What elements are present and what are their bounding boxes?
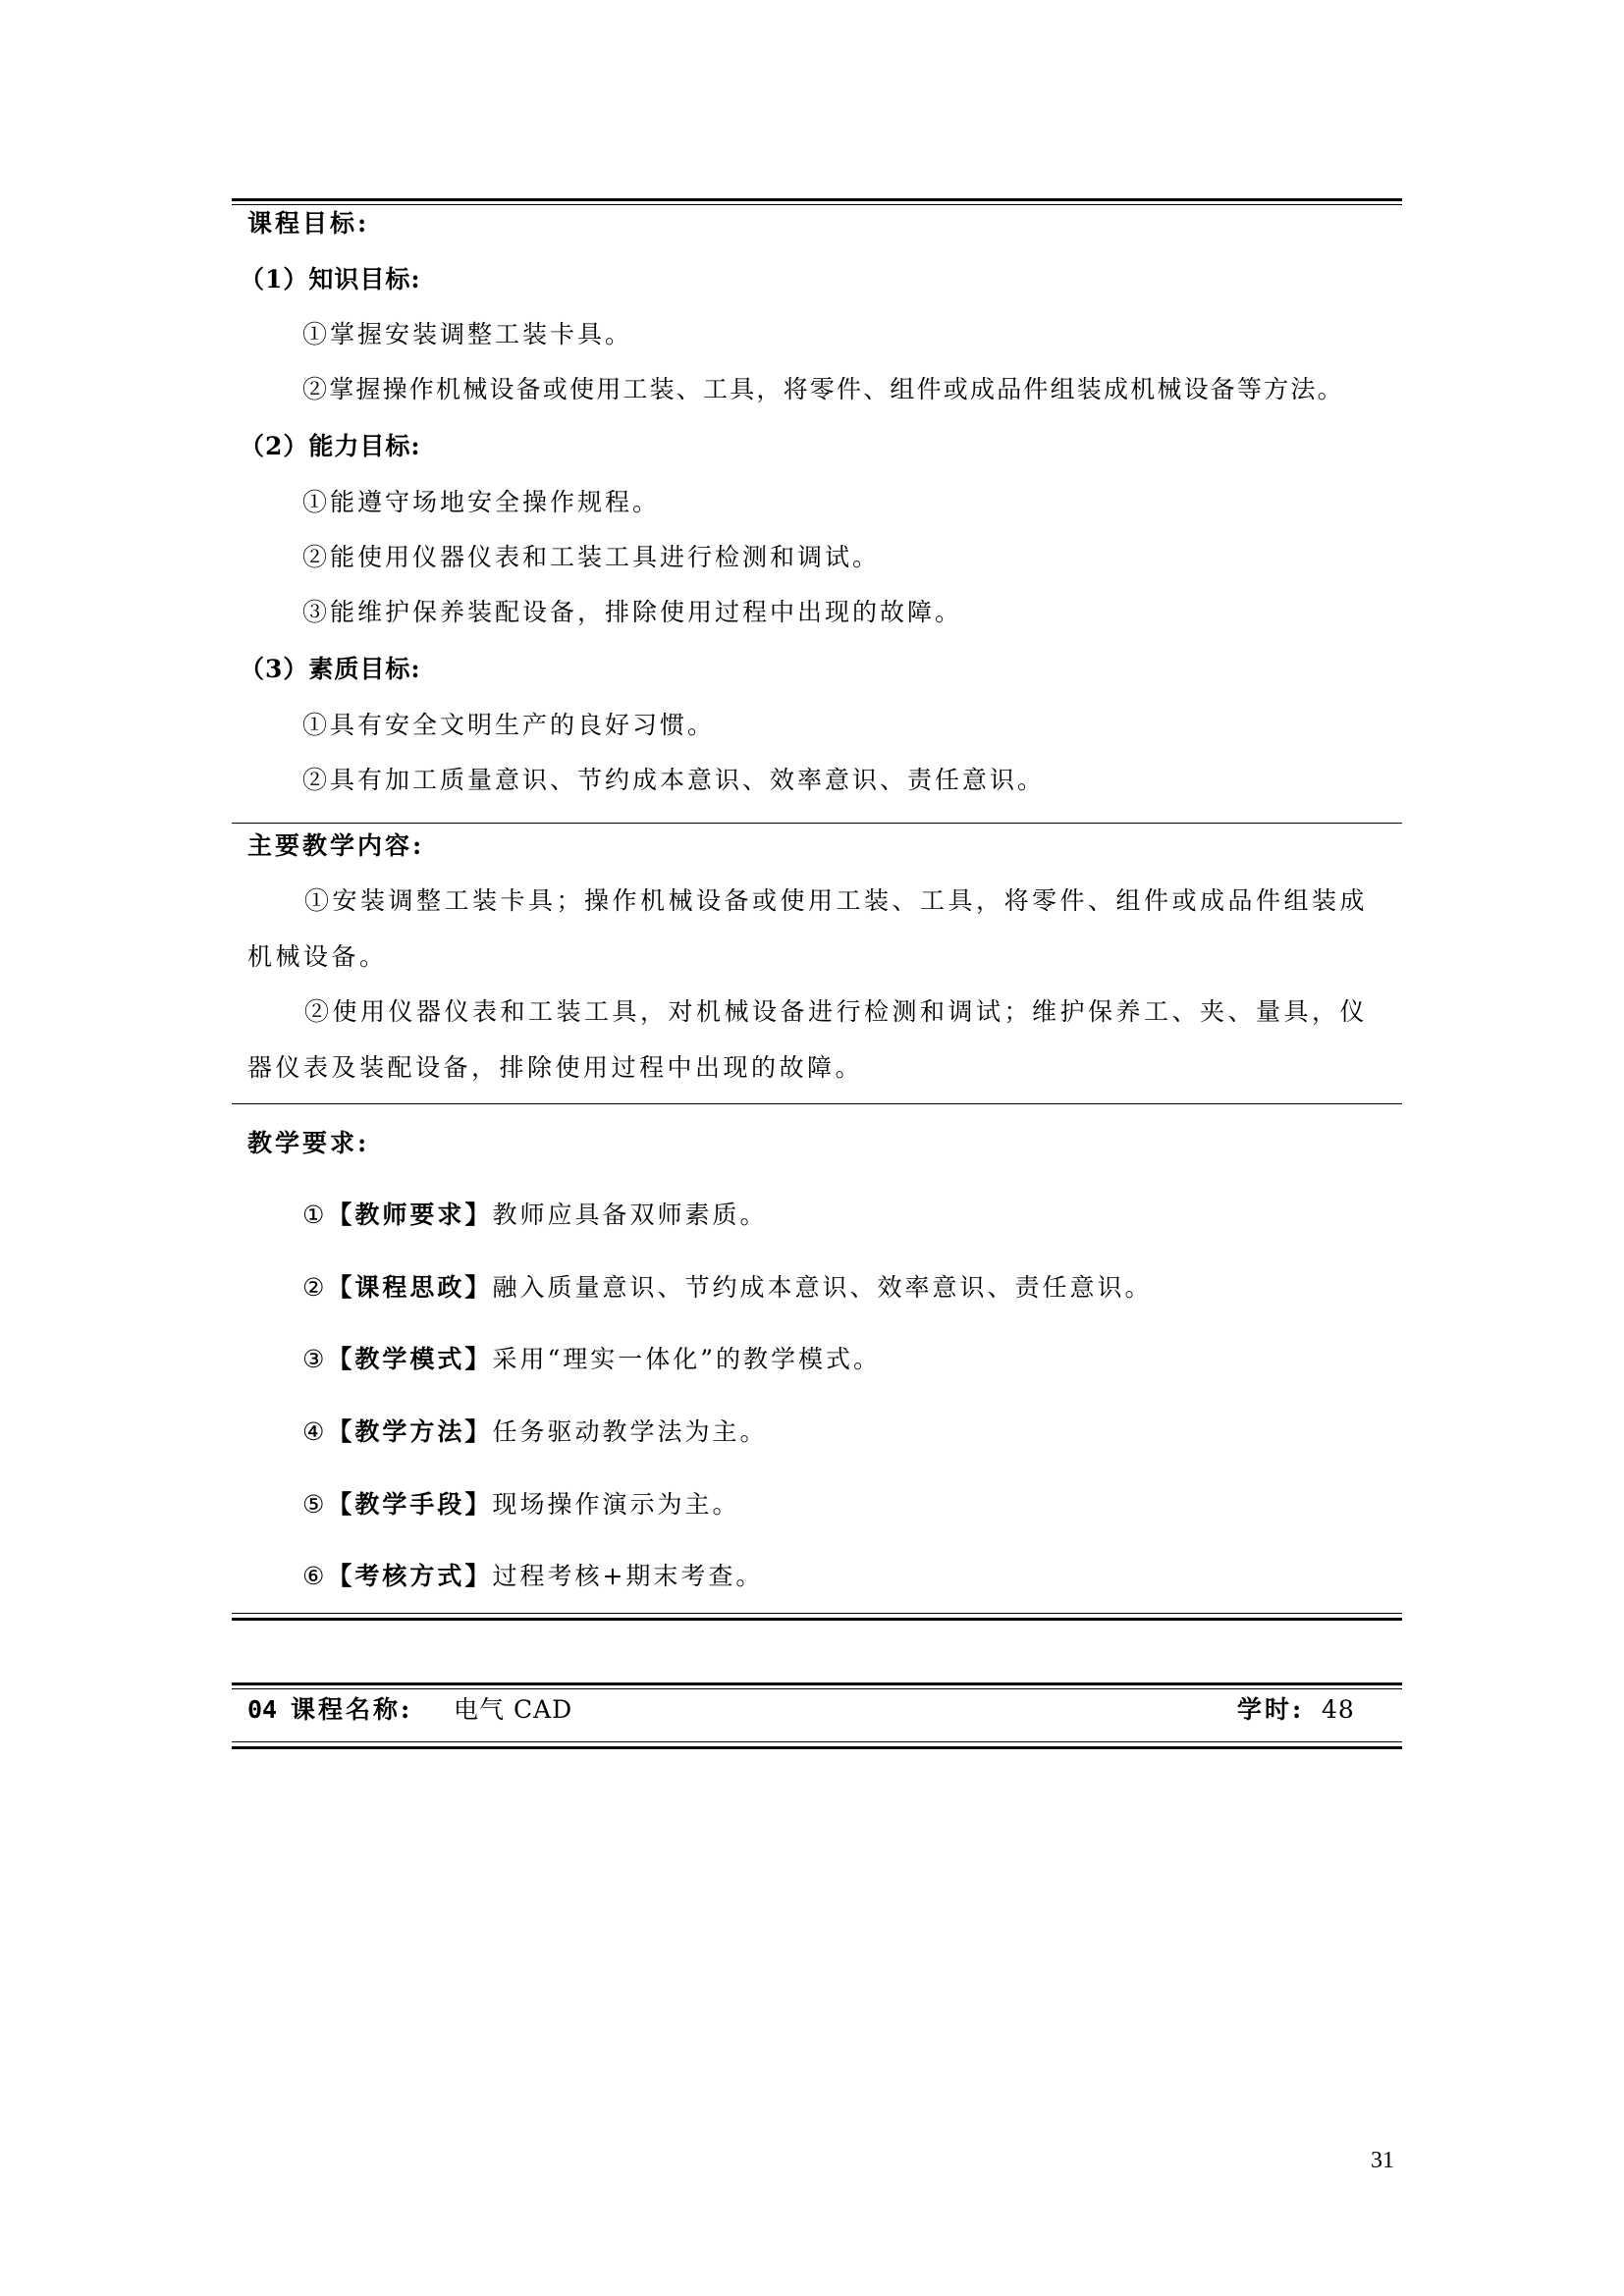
requirement-number: ⑤ — [302, 1490, 328, 1519]
requirement-item — [302, 1201, 767, 1230]
requirement-tag: 【课程思政】 — [327, 1273, 493, 1302]
page-number: 31 — [1371, 2148, 1394, 2173]
next-course-hours-value: 48 — [1322, 1695, 1355, 1724]
quality-goal-item: ①具有安全文明生产的良好习惯。 — [302, 711, 716, 739]
requirement-text: 过程考核+期末考查。 — [492, 1562, 764, 1590]
section-divider — [232, 1103, 1402, 1104]
requirement-number: ④ — [302, 1417, 328, 1446]
ability-goals-heading: （2）能力目标: — [240, 432, 421, 460]
knowledge-goal-item: ①掌握安装调整工装卡具。 — [302, 320, 633, 348]
requirement-text: 采用“理实一体化”的教学模式。 — [492, 1345, 882, 1373]
requirement-item — [302, 1490, 739, 1520]
teaching-requirements-heading: 教学要求: — [247, 1129, 370, 1157]
next-course-bottom-rule — [232, 1746, 1402, 1749]
requirement-number: ① — [302, 1201, 328, 1229]
requirement-text: 教师应具备双师素质。 — [492, 1201, 768, 1229]
main-content-heading: 主要教学内容: — [247, 831, 425, 860]
quality-goals-heading: （3）素质目标: — [240, 655, 421, 683]
requirement-number: ② — [302, 1273, 328, 1302]
next-course-bottom-rule-thin — [232, 1741, 1402, 1742]
ability-goal-item: ②能使用仪器仪表和工装工具进行检测和调试。 — [302, 543, 881, 571]
next-course-top-rule-thin — [232, 1688, 1402, 1689]
next-course-number: 04 — [247, 1695, 278, 1724]
knowledge-goal-item: ②掌握操作机械设备或使用工装、工具，将零件、组件或成品件组装成机械设备等方法。 — [302, 375, 1344, 403]
requirement-tag: 【考核方式】 — [327, 1562, 493, 1590]
ability-goal-item: ①能遵守场地安全操作规程。 — [302, 488, 661, 516]
requirement-text: 融入质量意识、节约成本意识、效率意识、责任意识。 — [492, 1273, 1153, 1302]
requirement-text: 任务驱动教学法为主。 — [492, 1417, 768, 1446]
next-course-hours-label: 学时: — [1237, 1695, 1305, 1724]
requirement-tag: 【教学模式】 — [327, 1345, 493, 1373]
next-course-name-label: 课程名称: — [291, 1695, 413, 1724]
course-goals-heading: 课程目标: — [247, 209, 370, 238]
requirement-item — [302, 1345, 881, 1374]
requirement-item — [302, 1273, 1152, 1303]
requirement-number: ⑥ — [302, 1562, 328, 1590]
next-course-name-value: 电气 CAD — [454, 1695, 573, 1724]
quality-goal-item: ②具有加工质量意识、节约成本意识、效率意识、责任意识。 — [302, 766, 1046, 794]
main-content-paragraph: ②使用仪器仪表和工装工具，对机械设备进行检测和调试；维护保养工、夹、量具，仪器仪表及装配设备，排除使用过程中出现的故障。 — [247, 997, 1369, 1082]
main-content-paragraph: ①安装调整工装卡具；操作机械设备或使用工装、工具，将零件、组件或成品件组装成机械设备。 — [247, 886, 1369, 971]
requirement-tag: 【教师要求】 — [327, 1201, 493, 1229]
requirement-item — [302, 1562, 763, 1591]
requirement-tag: 【教学手段】 — [327, 1490, 493, 1519]
table-bottom-rule-thin — [232, 1613, 1402, 1614]
top-rule-thin — [232, 204, 1402, 205]
requirement-tag: 【教学方法】 — [327, 1417, 493, 1446]
requirement-text: 现场操作演示为主。 — [492, 1490, 740, 1519]
next-course-top-rule — [232, 1682, 1402, 1685]
knowledge-goals-heading: （1）知识目标: — [240, 265, 421, 294]
section-divider — [232, 823, 1402, 824]
top-rule — [232, 198, 1402, 201]
table-bottom-rule — [232, 1618, 1402, 1621]
requirement-item — [302, 1417, 767, 1447]
ability-goal-item: ③能维护保养装配设备，排除使用过程中出现的故障。 — [302, 598, 963, 626]
requirement-number: ③ — [302, 1345, 328, 1373]
